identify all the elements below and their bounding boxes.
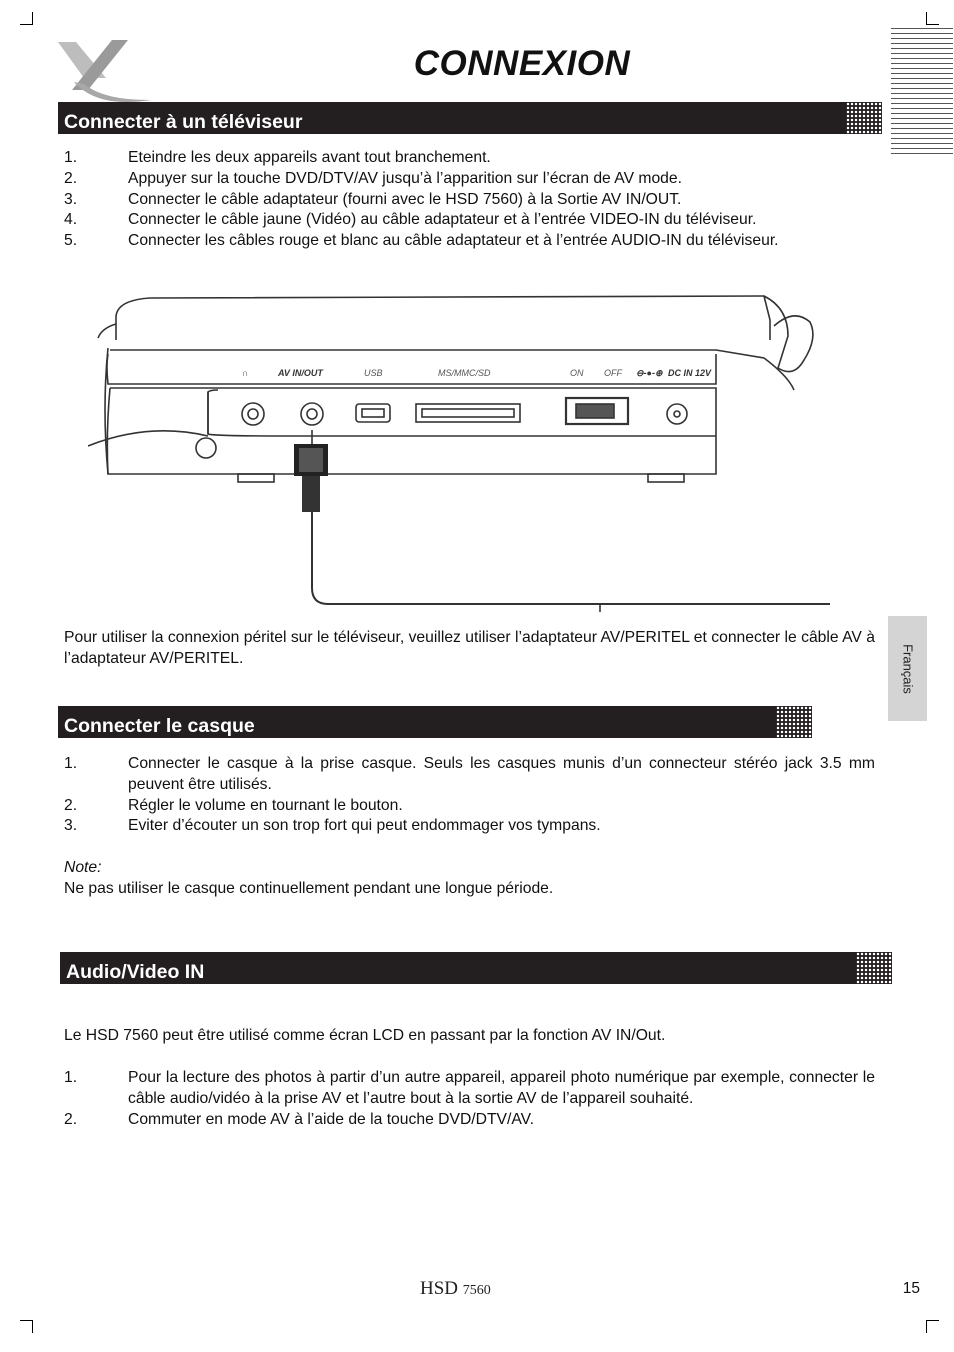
page-title: CONNEXION <box>413 44 631 83</box>
list-item: 2. Régler le volume en tournant le bouton. <box>64 796 403 814</box>
label-off: OFF <box>604 368 622 378</box>
heading-hatch-decoration <box>856 952 892 984</box>
label-av: AV IN/OUT <box>278 368 323 378</box>
language-tab-label: Français <box>900 643 915 694</box>
section-heading-tv-label: Connecter à un téléviseur <box>64 111 303 133</box>
section-heading-tv <box>58 102 882 134</box>
list-item: 3. Eviter d’écouter un son trop fort qui peut endommager vos tympans. <box>64 817 601 835</box>
note-text: Ne pas utiliser le casque continuellement pendant une longue période. <box>64 880 554 897</box>
label-dc: DC IN 12V <box>668 368 712 378</box>
footer-brand <box>420 1278 491 1300</box>
list-item: 1. Eteindre les deux appareils avant tout branchement. <box>64 149 491 166</box>
crop-mark-top-right <box>926 12 939 25</box>
brand-x-logo-icon <box>54 38 154 104</box>
list-item: 5. Connecter les câbles rouge et blanc au câble adaptateur et à l’entrée AUDIO-IN du téléviseur. <box>64 232 779 250</box>
device-connection-illustration <box>88 288 830 614</box>
peritel-note: Pour utiliser la connexion péritel sur le téléviseur, veuillez utiliser l’adaptateur AV/PERITEL et connecter le câble AV à l’adaptateur AV/PERITEL. <box>64 629 875 667</box>
section-heading-av-in <box>60 952 892 984</box>
footer-brand-name: HSD <box>420 1278 459 1299</box>
list-item: 2. Commuter en mode AV à l’aide de la touche DVD/DTV/AV. <box>64 1110 535 1128</box>
heading-hatch-decoration <box>776 706 812 738</box>
crop-mark-bottom-right <box>926 1320 939 1333</box>
list-item: 2. Appuyer sur la touche DVD/DTV/AV jusqu’à l’apparition sur l’écran de AV mode. <box>64 169 682 187</box>
note-label: Note: <box>64 859 102 876</box>
footer-model: 7560 <box>462 1283 491 1298</box>
av-in-intro: Le HSD 7560 peut être utilisé comme écran LCD en passant par la fonction AV IN/Out. <box>64 1027 666 1044</box>
language-tab <box>888 616 927 721</box>
av-in-steps-list <box>64 1068 875 1130</box>
page-number: 15 <box>902 1280 920 1297</box>
polarity-icon: ⊖-●-⊕ <box>636 368 663 378</box>
list-item: 1. Connecter le casque à la prise casque. Seuls les casques munis d’un connecteur stéréo jack 3.5 mm peuvent être utilisés. <box>64 755 875 793</box>
tv-steps-list <box>64 148 875 252</box>
list-item: 3. Connecter le câble adaptateur (fourni avec le HSD 7560) à la Sortie AV IN/OUT. <box>64 190 682 208</box>
heading-hatch-decoration <box>846 102 882 134</box>
label-usb: USB <box>364 368 383 378</box>
crop-mark-top-left <box>20 12 33 25</box>
label-card: MS/MMC/SD <box>438 368 491 378</box>
label-on: ON <box>570 368 584 378</box>
section-heading-headphones <box>58 706 812 738</box>
decorative-stripes <box>891 28 953 154</box>
headphone-steps-list <box>64 754 875 837</box>
headphone-label-icon: ∩ <box>242 368 249 378</box>
section-heading-headphones-label: Connecter le casque <box>64 715 255 737</box>
list-item: 4. Connecter le câble jaune (Vidéo) au câble adaptateur et à l’entrée VIDEO-IN du téléviseur. <box>64 211 757 229</box>
section-heading-av-in-label: Audio/Video IN <box>66 961 205 983</box>
crop-mark-bottom-left <box>20 1320 33 1333</box>
list-item: 1. Pour la lecture des photos à partir d’un autre appareil, appareil photo numérique par exemple, connecter le câble audio/vidéo à la prise AV et l’autre bout à la sortie AV de l’appareil souhaité. <box>64 1069 875 1107</box>
